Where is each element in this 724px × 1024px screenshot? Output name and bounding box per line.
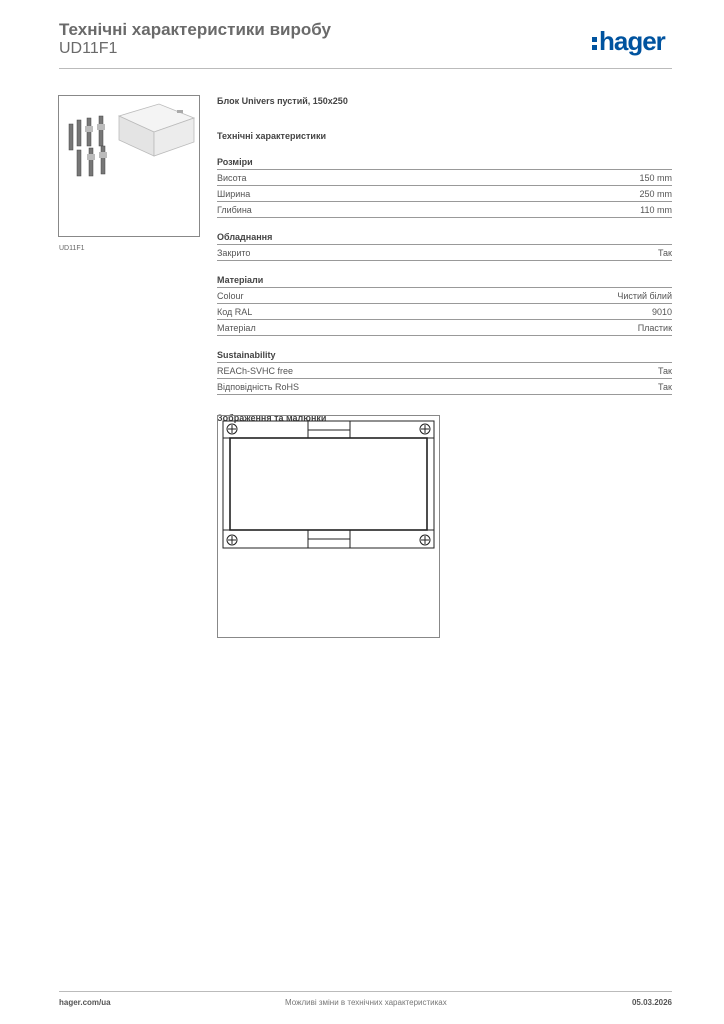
group-title: Розміри — [217, 157, 672, 170]
spec-label: Закрито — [217, 248, 251, 258]
specs-heading: Технічні характеристики — [217, 131, 326, 141]
spec-group-materials — [217, 275, 672, 336]
spec-row — [217, 304, 672, 320]
spec-value: Так — [657, 248, 672, 258]
group-title: Матеріали — [217, 275, 672, 288]
header-divider — [59, 68, 672, 69]
product-image — [58, 95, 200, 237]
spec-label: Відповідність RoHS — [217, 382, 299, 392]
spec-row — [217, 202, 672, 218]
footer-note: Можливі зміни в технічних характеристиках — [285, 998, 447, 1007]
spec-label: Ширина — [217, 189, 251, 199]
spec-row — [217, 363, 672, 379]
spec-value: Пластик — [637, 323, 672, 333]
image-caption: UD11F1 — [59, 245, 85, 252]
spec-label: Висота — [217, 173, 247, 183]
footer-divider — [59, 991, 672, 992]
product-name: Блок Univers пустий, 150x250 — [217, 96, 348, 106]
page-title: Технічні характеристики виробу — [59, 20, 331, 39]
spec-value: Так — [657, 366, 672, 376]
group-title: Обладнання — [217, 232, 672, 245]
spec-value: 9010 — [651, 307, 672, 317]
spec-group-dimensions — [217, 157, 672, 218]
spec-label: REACh-SVHC free — [217, 366, 294, 376]
spec-value: Так — [657, 382, 672, 392]
spec-row — [217, 170, 672, 186]
hager-logo — [592, 26, 665, 57]
spec-label: Матеріал — [217, 323, 256, 333]
drawings-heading: Зображення та малюнки — [217, 413, 327, 423]
spec-value: 250 mm — [639, 189, 672, 199]
footer-website-link[interactable]: hager.com/ua — [59, 998, 111, 1007]
spec-row — [217, 288, 672, 304]
spec-content — [217, 96, 672, 423]
spec-row — [217, 186, 672, 202]
spec-row — [217, 245, 672, 261]
spec-row — [217, 379, 672, 395]
spec-value: 150 mm — [639, 173, 672, 183]
product-code: UD11F1 — [59, 40, 118, 57]
logo-text: hager — [599, 26, 665, 56]
spec-group-sustainability — [217, 350, 672, 395]
spec-label: Глибина — [217, 205, 252, 215]
spec-label: Colour — [217, 291, 244, 301]
spec-value: 110 mm — [640, 205, 672, 215]
spec-value: Чистий білий — [617, 291, 672, 301]
spec-label: Код RAL — [217, 307, 253, 317]
technical-drawing — [217, 415, 440, 638]
spec-group-equipment — [217, 232, 672, 261]
enclosure-drawing-icon — [218, 416, 439, 637]
footer-date: 05.03.2026 — [631, 998, 672, 1007]
group-title: Sustainability — [217, 350, 672, 363]
logo-dots-icon — [592, 34, 597, 53]
product-photo-icon — [59, 96, 199, 236]
spec-row — [217, 320, 672, 336]
